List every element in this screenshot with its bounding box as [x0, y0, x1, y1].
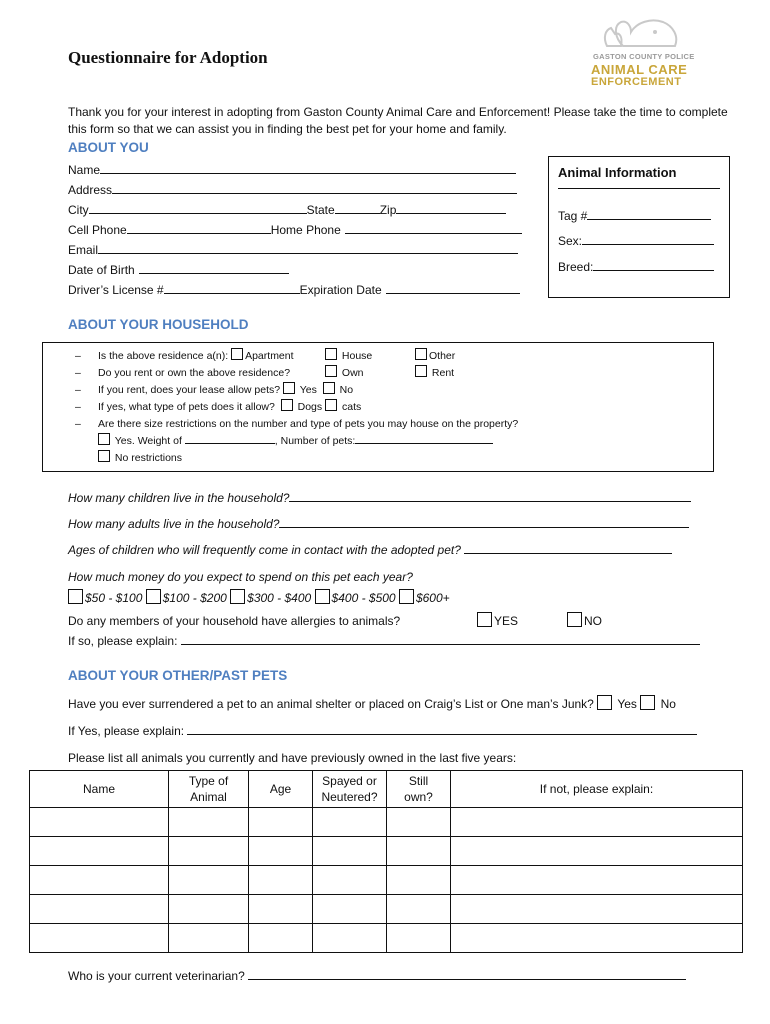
table-row — [30, 924, 743, 953]
logo-line-3: ENFORCEMENT — [591, 76, 682, 88]
apartment-checkbox[interactable] — [231, 348, 243, 360]
lease-label: If you rent, does your lease allow pets? — [98, 384, 281, 396]
table-cell[interactable] — [387, 808, 451, 837]
table-cell[interactable] — [249, 924, 313, 953]
intro-text: Thank you for your interest in adopting from Gaston County Animal Care and Enforcement! Please take the time to complete this form so that we can assist you in finding the best pet for your home and family. — [68, 105, 728, 136]
col-explain: If not, please explain: — [451, 771, 743, 808]
surrendered-label: Have you ever surrendered a pet to an animal shelter or placed on Craig’s List or One man’s Junk? — [68, 697, 594, 711]
allergies-no-checkbox[interactable] — [567, 612, 582, 627]
sex-field[interactable] — [558, 231, 714, 251]
col-still-own — [387, 771, 451, 808]
own-checkbox[interactable] — [325, 365, 337, 377]
table-cell[interactable] — [30, 866, 169, 895]
number-of-pets-line[interactable] — [355, 433, 493, 444]
lease-no-label: No — [339, 384, 354, 396]
animal-info-heading: Animal Information — [558, 165, 677, 180]
ages-question[interactable] — [68, 540, 672, 560]
surrendered-yes-checkbox[interactable] — [597, 695, 612, 710]
children-question[interactable] — [68, 488, 691, 508]
apartment-label: Apartment — [245, 350, 294, 362]
vet-line[interactable] — [248, 967, 686, 980]
dob-label: Date of Birth — [68, 263, 135, 277]
table-cell[interactable] — [30, 924, 169, 953]
rent-option[interactable] — [415, 365, 454, 382]
table-row — [30, 895, 743, 924]
tag-line[interactable] — [587, 207, 711, 220]
allergies-no-label: NO — [584, 614, 602, 628]
rent-own-question — [98, 365, 290, 382]
table-cell[interactable] — [30, 837, 169, 866]
email-field[interactable] — [68, 240, 518, 260]
table-cell[interactable] — [451, 924, 743, 953]
table-cell[interactable] — [169, 866, 249, 895]
expiration-line[interactable] — [386, 281, 520, 294]
table-cell[interactable] — [313, 808, 387, 837]
allergies-explain-label: If so, please explain: — [68, 634, 178, 648]
license-field[interactable] — [68, 280, 520, 300]
col-spayed-label: Spayed or Neutered? — [321, 774, 378, 804]
surrendered-question — [68, 694, 676, 714]
money-400-500-checkbox[interactable] — [315, 589, 330, 604]
weight-label: Yes. Weight of — [114, 435, 182, 447]
breed-line[interactable] — [593, 258, 714, 271]
table-cell[interactable] — [451, 837, 743, 866]
table-cell[interactable] — [30, 808, 169, 837]
address-field[interactable] — [68, 180, 517, 200]
rent-own-label: Do you rent or own the above residence? — [98, 367, 291, 379]
money-50-100-checkbox[interactable] — [68, 589, 83, 604]
allergies-yes-checkbox[interactable] — [477, 612, 492, 627]
surrendered-explain-label: If Yes, please explain: — [68, 724, 185, 738]
table-cell[interactable] — [169, 837, 249, 866]
weight-line[interactable] — [185, 433, 275, 444]
vet-label: Who is your current veterinarian? — [68, 969, 245, 983]
own-label: Own — [341, 367, 364, 379]
dash-5: – — [75, 418, 81, 430]
table-row — [30, 837, 743, 866]
pet-type-label: If yes, what type of pets does it allow? — [98, 401, 275, 413]
other-option[interactable] — [415, 348, 455, 365]
table-cell[interactable] — [387, 837, 451, 866]
dob-field[interactable] — [68, 260, 289, 280]
table-cell[interactable] — [249, 837, 313, 866]
name-label: Name — [68, 163, 101, 177]
logo-line-1: GASTON COUNTY POLICE — [593, 52, 695, 61]
allergies-yes-option[interactable] — [477, 611, 518, 631]
cell-phone-line[interactable] — [127, 221, 271, 234]
name-field[interactable] — [68, 160, 516, 180]
surrendered-yes-label: Yes — [617, 697, 637, 711]
adults-label: How many adults live in the household? — [68, 517, 280, 531]
page-title: Questionnaire for Adoption — [68, 48, 268, 67]
lease-question — [98, 382, 353, 399]
email-line[interactable] — [98, 241, 518, 254]
lease-yes-label: Yes — [299, 384, 317, 396]
email-label: Email — [68, 243, 99, 257]
home-phone-line[interactable] — [345, 221, 522, 234]
rent-label: Rent — [431, 367, 455, 379]
restriction-yes-option — [98, 433, 493, 450]
money-100-200-checkbox[interactable] — [146, 589, 161, 604]
city-label: City — [68, 203, 89, 217]
table-cell[interactable] — [169, 924, 249, 953]
breed-label: Breed: — [558, 260, 594, 274]
surrendered-no-checkbox[interactable] — [640, 695, 655, 710]
restriction-yes-checkbox[interactable] — [98, 433, 110, 445]
allergies-question: Do any members of your household have allergies to animals? — [68, 614, 401, 628]
allergies-explain-line[interactable] — [181, 632, 700, 645]
ages-label: Ages of children who will frequently come in contact with the adopted pet? — [68, 543, 461, 557]
residence-type-question — [98, 348, 294, 365]
table-cell[interactable] — [169, 808, 249, 837]
sex-label: Sex: — [558, 234, 583, 248]
table-cell[interactable] — [169, 895, 249, 924]
name-line[interactable] — [100, 161, 516, 174]
money-50-100-label: $50 - $100 — [85, 591, 143, 605]
household-box — [42, 342, 714, 472]
money-100-200-label: $100 - $200 — [162, 591, 227, 605]
dash-4: – — [75, 401, 81, 413]
dob-line[interactable] — [139, 261, 289, 274]
money-300-400-label: $300 - $400 — [247, 591, 312, 605]
about-you-heading: ABOUT YOU — [68, 140, 149, 155]
col-type — [169, 771, 249, 808]
city-state-zip-field[interactable] — [68, 200, 506, 220]
money-question: How much money do you expect to spend on this pet each year? — [68, 570, 413, 584]
phone-field[interactable] — [68, 220, 522, 240]
table-cell[interactable] — [313, 924, 387, 953]
animal-info-box — [548, 156, 730, 298]
surrendered-explain[interactable] — [68, 721, 697, 741]
vet-question[interactable] — [68, 966, 686, 986]
dogs-checkbox[interactable] — [281, 399, 293, 411]
table-cell[interactable] — [451, 895, 743, 924]
tag-field[interactable] — [558, 206, 711, 226]
ages-line[interactable] — [464, 541, 672, 554]
household-heading: ABOUT YOUR HOUSEHOLD — [68, 317, 249, 332]
sex-line[interactable] — [582, 232, 714, 245]
pets-table — [29, 770, 743, 953]
allergies-yes-label: YES — [494, 614, 519, 628]
table-cell[interactable] — [387, 895, 451, 924]
no-restrictions-checkbox[interactable] — [98, 450, 110, 462]
surrendered-no-label: No — [660, 697, 676, 711]
expiration-label: Expiration Date — [299, 283, 382, 297]
adults-question[interactable] — [68, 514, 689, 534]
dogs-label: Dogs — [297, 401, 323, 413]
agency-logo — [585, 16, 700, 92]
money-400-500-label: $400 - $500 — [331, 591, 396, 605]
address-label: Address — [68, 183, 113, 197]
house-label: House — [341, 350, 373, 362]
size-restrictions-question: Are there size restrictions on the number and type of pets you may house on the property? — [98, 418, 519, 430]
money-600-plus-label: $600+ — [415, 591, 450, 605]
house-option[interactable] — [325, 348, 372, 365]
table-cell[interactable] — [387, 866, 451, 895]
city-line[interactable] — [89, 201, 307, 214]
license-line[interactable] — [164, 281, 300, 294]
money-300-400-checkbox[interactable] — [230, 589, 245, 604]
money-options — [68, 588, 450, 608]
table-cell[interactable] — [249, 895, 313, 924]
other-label: Other — [429, 350, 456, 362]
other-checkbox[interactable] — [415, 348, 427, 360]
table-cell[interactable] — [451, 866, 743, 895]
breed-field[interactable] — [558, 257, 714, 277]
license-label: Driver’s License # — [68, 283, 164, 297]
dash-1: – — [75, 350, 81, 362]
col-type-label: Type of Animal — [188, 774, 229, 804]
col-still-own-label: Still own? — [404, 774, 433, 804]
table-cell[interactable] — [313, 837, 387, 866]
state-label: State — [306, 203, 335, 217]
adults-line[interactable] — [279, 515, 689, 528]
allergies-explain[interactable] — [68, 631, 700, 651]
children-label: How many children live in the household? — [68, 491, 290, 505]
logo-line-2: ANIMAL CARE — [591, 62, 688, 77]
col-name: Name — [30, 771, 169, 808]
zip-line[interactable] — [396, 201, 506, 214]
table-cell[interactable] — [313, 895, 387, 924]
dash-2: – — [75, 367, 81, 379]
pet-type-question — [98, 399, 361, 416]
table-cell[interactable] — [313, 866, 387, 895]
state-line[interactable] — [335, 201, 380, 214]
table-row — [30, 808, 743, 837]
cats-checkbox[interactable] — [325, 399, 337, 411]
cell-phone-label: Cell Phone — [68, 223, 127, 237]
own-option[interactable] — [325, 365, 364, 382]
children-line[interactable] — [289, 489, 691, 502]
zip-label: Zip — [379, 203, 397, 217]
table-row — [30, 866, 743, 895]
col-age: Age — [249, 771, 313, 808]
allergies-no-option[interactable] — [567, 611, 602, 631]
rent-checkbox[interactable] — [415, 365, 427, 377]
table-cell[interactable] — [387, 924, 451, 953]
number-of-pets-label: , Number of pets: — [274, 435, 356, 447]
col-spayed — [313, 771, 387, 808]
dash-3: – — [75, 384, 81, 396]
no-restrictions-option[interactable] — [98, 450, 182, 467]
animal-info-divider — [558, 188, 720, 189]
lease-yes-checkbox[interactable] — [283, 382, 295, 394]
tag-label: Tag # — [558, 209, 588, 223]
address-line[interactable] — [112, 181, 517, 194]
surrendered-explain-line[interactable] — [187, 722, 697, 735]
table-cell[interactable] — [30, 895, 169, 924]
list-prompt: Please list all animals you currently and have previously owned in the last five years: — [68, 751, 517, 765]
table-cell[interactable] — [249, 808, 313, 837]
residence-type-label: Is the above residence a(n): — [98, 350, 229, 362]
no-restrictions-label: No restrictions — [114, 452, 183, 464]
pets-table-header — [30, 771, 743, 808]
past-pets-heading: ABOUT YOUR OTHER/PAST PETS — [68, 668, 288, 683]
table-cell[interactable] — [451, 808, 743, 837]
house-checkbox[interactable] — [325, 348, 337, 360]
table-cell[interactable] — [249, 866, 313, 895]
cats-label: cats — [341, 401, 362, 413]
money-600-plus-checkbox[interactable] — [399, 589, 414, 604]
lease-no-checkbox[interactable] — [323, 382, 335, 394]
home-phone-label: Home Phone — [270, 223, 341, 237]
